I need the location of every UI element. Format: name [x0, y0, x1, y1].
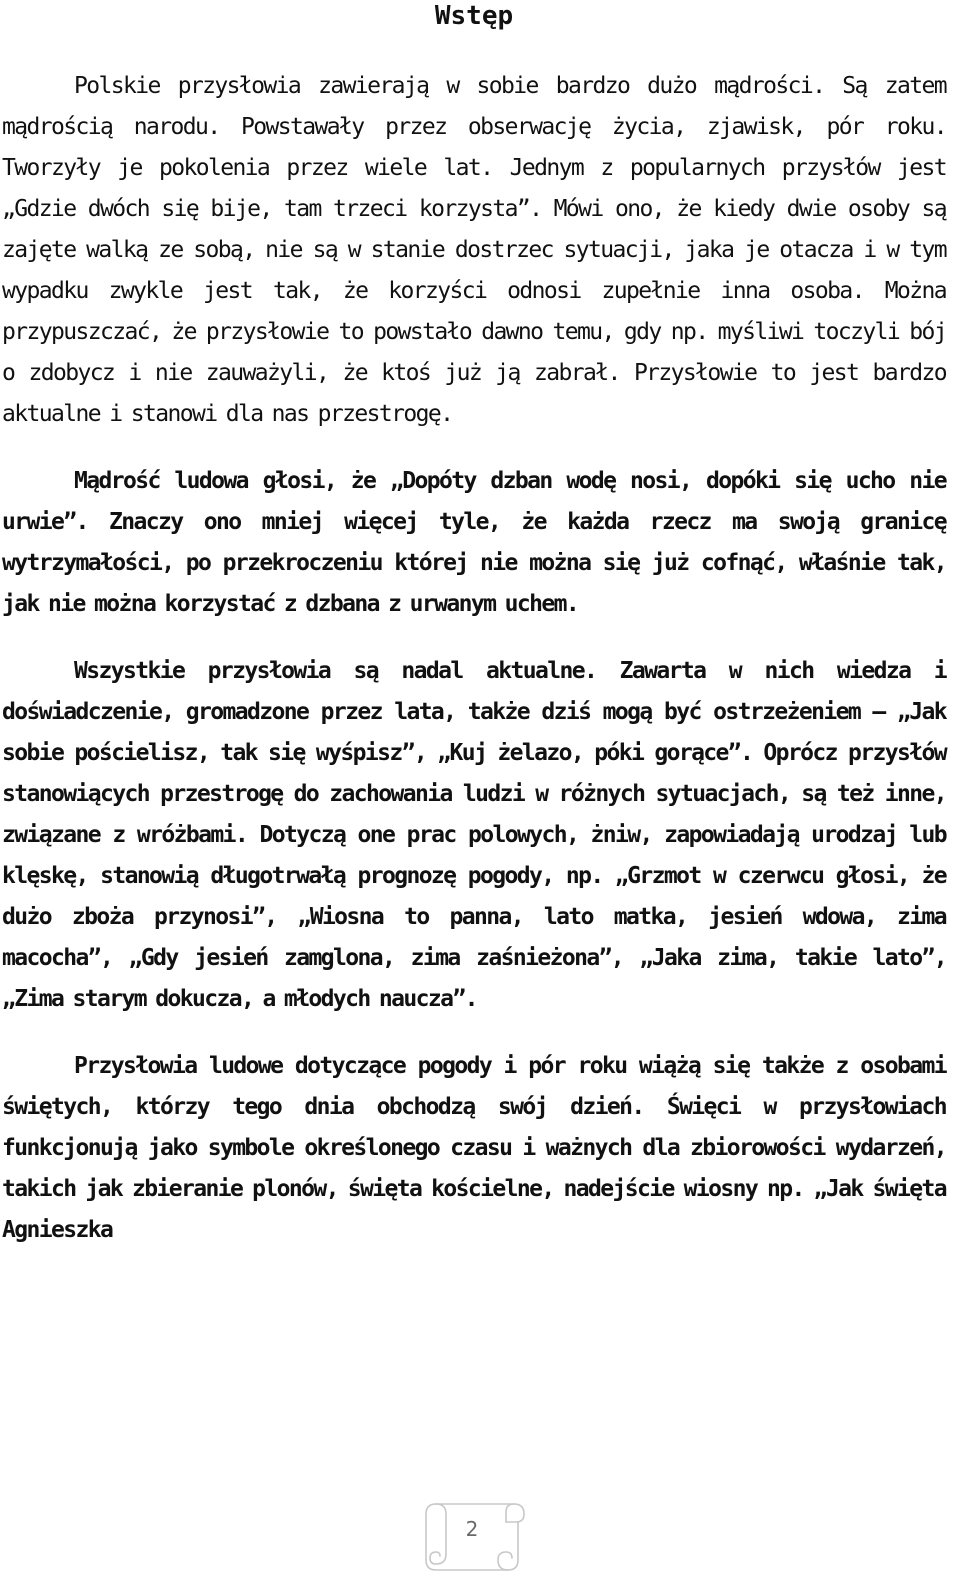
paragraph-1: Polskie przysłowia zawierają w sobie bardzo dużo mądrości. Są zatem mądrością narodu. Powstawały przez obserwację życia, zjawisk, pór roku. Tworzyły je pokolenia przez wiele lat. Jednym z popularnych przysłów jest „Gdzie dwóch się bije, tam trzeci korzysta”. Mówi ono, że kiedy dwie osoby są zajęte walką ze sobą, nie są w stanie dostrzec sytuacji, jaka je otacza i w tym wypadku zwykle jest tak, że korzyści odnosi zupełnie inna osoba. Można przypuszczać, że przysłowie to powstało dawno temu, gdy np. myśliwi toczyli bój o zdobycz i nie zauważyli, że ktoś już ją zabrał. Przysłowie to jest bardzo aktualne i stanowi dla nas przestrogę.: [2, 73, 946, 427]
paragraph-4: Przysłowia ludowe dotyczące pogody i pór roku wiążą się także z osobami świętych, którzy tego dnia obchodzą swój dzień. Święci w przysłowiach funkcjonują jako symbole określonego czasu i ważnych dla zbiorowości wydarzeń, takich jak zbieranie plonów, święta kościelne, nadejście wiosny np. „Jak święta Agnieszka: [2, 1053, 946, 1243]
page-footer: [414, 1494, 530, 1578]
page-number: 2: [465, 1517, 479, 1541]
paragraph-3: Wszystkie przysłowia są nadal aktualne. Zawarta w nich wiedza i doświadczenie, gromadzone przez lata, także dziś mogą być ostrzeżeniem – „Jak sobie pościelisz, tak się wyśpisz”, „Kuj żelazo, póki gorące”. Oprócz przysłów stanowiących przestrogę do zachowania ludzi w różnych sytuacjach, są też inne, związane z wróżbami. Dotyczą one prac polowych, żniw, zapowiadają urodzaj lub klęskę, stanowią długotrwałą prognozę pogody, np. „Grzmot w czerwcu głosi, że dużo zboża przynosi”, „Wiosna to panna, lato matka, jesień wdowa, zima macocha”, „Gdy jesień zamglona, zima zaśnieżona”, „Jaka zima, takie lato”, „Zima starym dokucza, a młodych naucza”.: [2, 658, 946, 1012]
paragraph-2: Mądrość ludowa głosi, że „Dopóty dzban wodę nosi, dopóki się ucho nie urwie”. Znaczy ono mniej więcej tyle, że każda rzecz ma swoją granicę wytrzymałości, po przekroczeniu której nie można się już cofnąć, właśnie tak, jak nie można korzystać z dzbana z urwanym uchem.: [2, 468, 946, 617]
page-title: Wstęp: [434, 1, 514, 31]
